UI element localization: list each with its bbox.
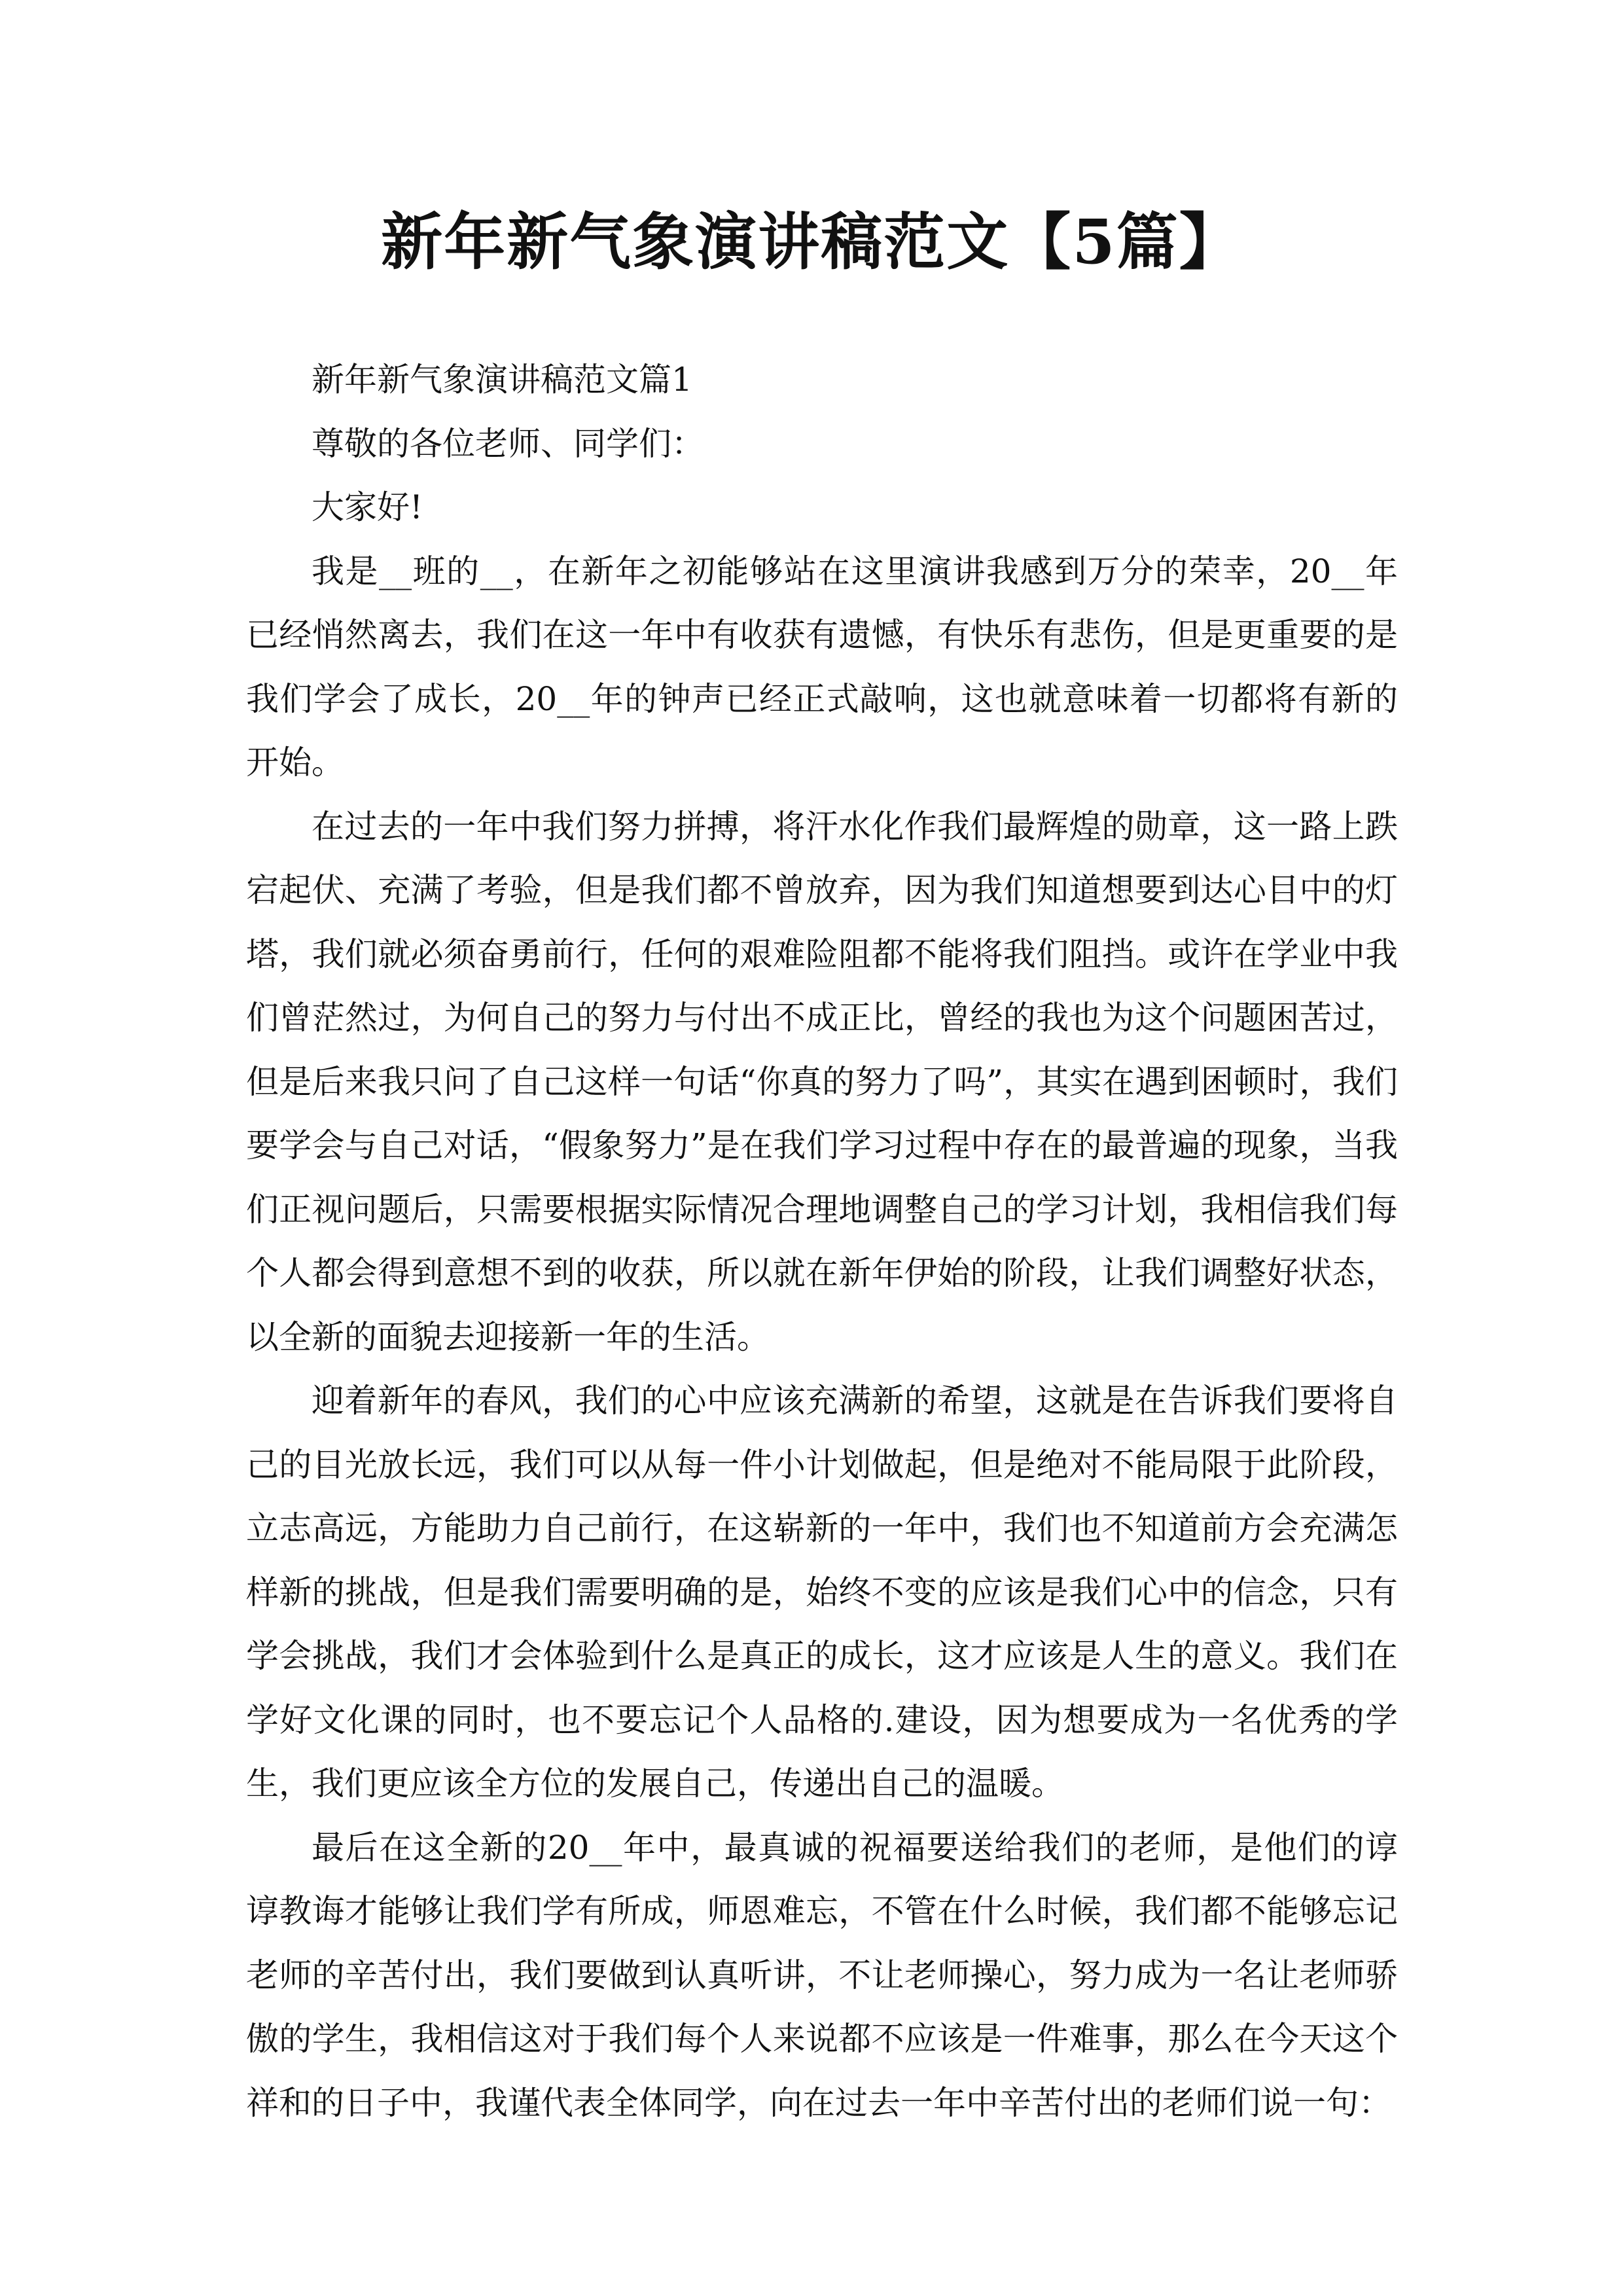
body-paragraph: 迎着新年的春风，我们的心中应该充满新的希望，这就是在告诉我们要将自己的目光放长远，我们可以从每一件小计划做起，但是绝对不能局限于此阶段，立志高远，方能助力自己前行，在这崭新的一年中，我们也不知道前方会充满怎样新的挑战，但是我们需要明确的是，始终不变的应该是我们心中的信念，只有学会挑战，我们才会体验到什么是真正的成长，这才应该是人生的意义。我们在学好文化课的同时，也不要忘记个人品格的.建设，因为想要成为一名优秀的学生，我们更应该全方位的发展自己，传递出自己的温暖。 (246, 1382, 1398, 1803)
body-paragraph: 我是__班的__，在新年之初能够站在这里演讲我感到万分的荣幸，20__年已经悄然离去，我们在这一年中有收获有遗憾，有快乐有悲伤，但是更重要的是我们学会了成长，20__年的钟声已经正式敲响，这也就意味着一切都将有新的开始。 (246, 552, 1398, 781)
body-paragraph: 最后在这全新的20__年中，最真诚的祝福要送给我们的老师，是他们的谆谆教诲才能够让我们学有所成，师恩难忘，不管在什么时候，我们都不能够忘记老师的辛苦付出，我们要做到认真听讲，不让老师操心，努力成为一名让老师骄傲的学生，我相信这对于我们每个人来说都不应该是一件难事，那么在今天这个祥和的日子中，我谨代表全体同学，向在过去一年中辛苦付出的老师们说一句： (246, 1828, 1398, 2122)
salutation: 尊敬的各位老师、同学们： (312, 424, 704, 463)
section-heading: 新年新气象演讲稿范文篇1 (312, 361, 692, 399)
document-body (246, 348, 1398, 2135)
body-paragraph: 在过去的一年中我们努力拼搏，将汗水化作我们最辉煌的勋章，这一路上跌宕起伏、充满了考验，但是我们都不曾放弃，因为我们知道想要到达心目中的灯塔，我们就必须奋勇前行，任何的艰难险阻都不能将我们阻挡。或许在学业中我们曾茫然过，为何自己的努力与付出不成正比，曾经的我也为这个问题困苦过，但是后来我只问了自己这样一句话“你真的努力了吗”，其实在遇到困顿时，我们要学会与自己对话，“假象努力”是在我们学习过程中存在的最普遍的现象，当我们正视问题后，只需要根据实际情况合理地调整自己的学习计划，我相信我们每个人都会得到意想不到的收获，所以就在新年伊始的阶段，让我们调整好状态，以全新的面貌去迎接新一年的生活。 (246, 807, 1398, 1356)
greeting: 大家好! (312, 488, 423, 526)
document-title: 新年新气象演讲稿范文【5篇】 (381, 206, 1242, 278)
